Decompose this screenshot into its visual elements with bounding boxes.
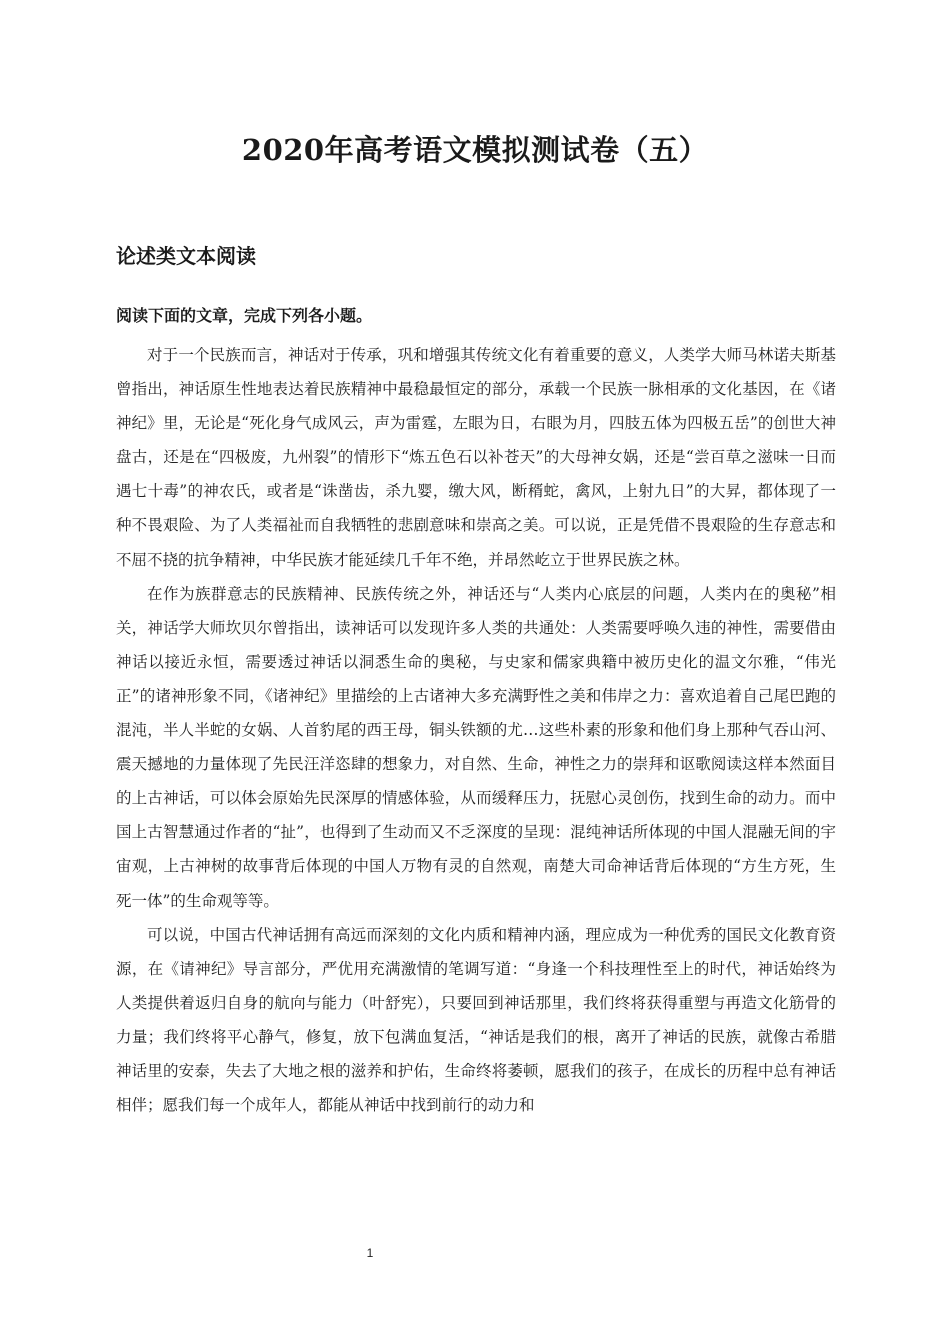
paragraph-1: 对于一个民族而言，神话对于传承，巩和增强其传统文化有着重要的意义，人类学大师马林诺夫斯基曾指出，神话原生性地表达着民族精神中最稳最恒定的部分，承载一个民族一脉相承的文化基因，在《诸神纪》里，无论是“死化身气成风云，声为雷霆，左眼为日，右眼为月，四肢五体为四极五岳”的创世大神盘古，还是在“四极废，九州裂”的情形下“炼五色石以补苍天”的大母神女娲，还是“尝百草之滋味一日而遇七十毒”的神农氏，或者是“诛凿齿，杀九婴，缴大风，断稰蛇，禽风，上射九日”的大昇，都体现了一种不畏艰险、为了人类福祉而自我牺牲的悲剧意味和崇高之美。可以说，正是凭借不畏艰险的生存意志和不屈不挠的抗争精神，中华民族才能延续几千年不绝，并昂然屹立于世界民族之林。 (116, 346, 836, 569)
page-number: 1 (366, 1246, 374, 1260)
section-heading: 论述类文本阅读 (116, 244, 256, 268)
article-body (116, 338, 836, 1122)
reading-instruction: 阅读下面的文章，完成下列各小题。 (116, 306, 373, 325)
page-title: 2020年高考语文模拟测试卷（五） (241, 133, 709, 167)
paragraph-2: 在作为族群意志的民族精神、民族传统之外，神话还与“人类内心底层的问题，人类内在的奥秘”相关，神话学大师坎贝尔曾指出，读神话可以发现许多人类的共通处：人类需要呼唤久违的神性，需要借由神话以接近永恒，需要透过神话以洞悉生命的奥秘，与史家和儒家典籍中被历史化的温文尔雅，“伟光正”的诸神形象不同，《诸神纪》里描绘的上古诸神大多充满野性之美和伟岸之力：喜欢追着自己尾巴跑的混沌，半人半蛇的女娲、人首豹尾的西王母，铜头铁额的尤…这些朴素的形象和他们身上那种气吞山河、震天撼地的力量体现了先民汪洋恣肆的想象力，对自然、生命，神性之力的崇拜和讴歌阅读这样本然面目的上古神话，可以体会原始先民深厚的情感体验，从而缓释压力，抚慰心灵创伤，找到生命的动力。而中国上古智慧通过作者的“扯”，也得到了生动而又不乏深度的呈现：混纯神话所体现的中国人混融无间的宇宙观，上古神树的故事背后体现的中国人万物有灵的自然观，南楚大司命神话背后体现的“方生方死，生死一体”的生命观等等。 (116, 584, 836, 910)
paragraph-3: 可以说，中国古代神话拥有高远而深刻的文化内质和精神内涵，理应成为一种优秀的国民文化教育资源，在《请神纪》导言部分，严优用充满激情的笔调写道：“身逢一个科技理性至上的时代，神话始终为人类提供着返归自身的航向与能力（叶舒宪），只要回到神话那里，我们终将获得重塑与再造文化筋骨的力量；我们终将平心静气，修复，放下包满血复活，“神话是我们的根，离开了神话的民族，就像古希腊神话里的安泰，失去了大地之根的滋养和护佑，生命终将萎顿，愿我们的孩子，在成长的历程中总有神话相伴；愿我们每一个成年人，都能从神话中找到前行的动力和 (116, 925, 836, 1115)
